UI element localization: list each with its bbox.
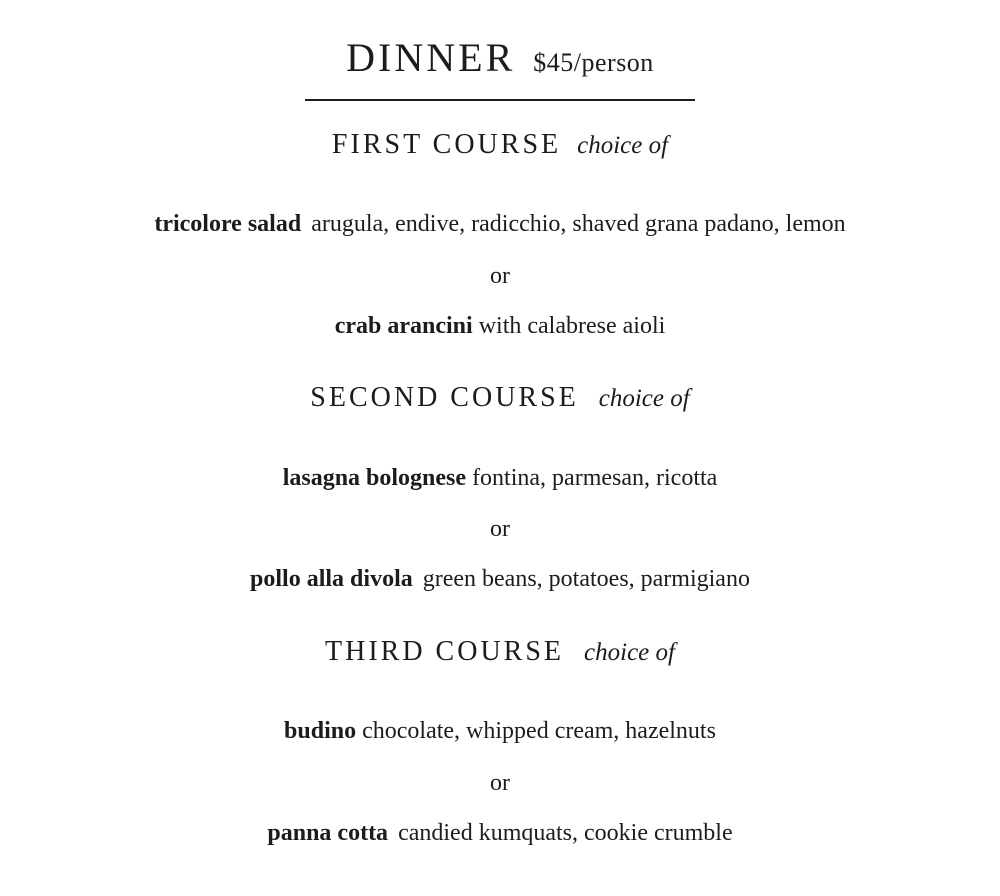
dish-description: arugula, endive, radicchio, shaved grana padano, lemon [311,211,846,237]
dish-name: crab arancini [334,313,473,339]
menu-header [0,35,1000,80]
dish-description: green beans, potatoes, parmigiano [422,566,750,592]
dish-separator: or [490,263,510,289]
dish-name: lasagna bolognese [282,465,467,491]
dish-item [0,719,1000,743]
dish-description: with calabrese aioli [478,313,666,339]
dish-item [0,314,1000,338]
dish-name: pollo alla divola [250,566,413,592]
header-divider [305,99,695,101]
menu-title: DINNER [346,35,516,80]
course-choice-label: choice of [598,385,690,412]
dish-item [0,212,1000,236]
dish-item [0,466,1000,490]
course-title: THIRD COURSE [325,636,565,667]
dish-description: fontina, parmesan, ricotta [472,465,718,491]
course-choice-label: choice of [577,132,669,159]
course-heading-third [0,638,1000,666]
dish-separator: or [490,516,510,542]
dish-item [0,821,1000,845]
course-title: SECOND COURSE [310,382,579,413]
course-heading-second [0,384,1000,412]
dish-description: chocolate, whipped cream, hazelnuts [362,718,716,744]
menu-price: $45/person [533,48,654,77]
course-heading-first [0,131,1000,159]
dish-description: candied kumquats, cookie crumble [398,820,733,846]
dish-name: budino [284,718,357,744]
dish-item [0,567,1000,591]
course-choice-label: choice of [584,639,675,666]
dish-name: tricolore salad [154,211,302,237]
dish-name: panna cotta [267,820,389,846]
course-title: FIRST COURSE [331,129,562,160]
dish-separator: or [490,770,510,796]
